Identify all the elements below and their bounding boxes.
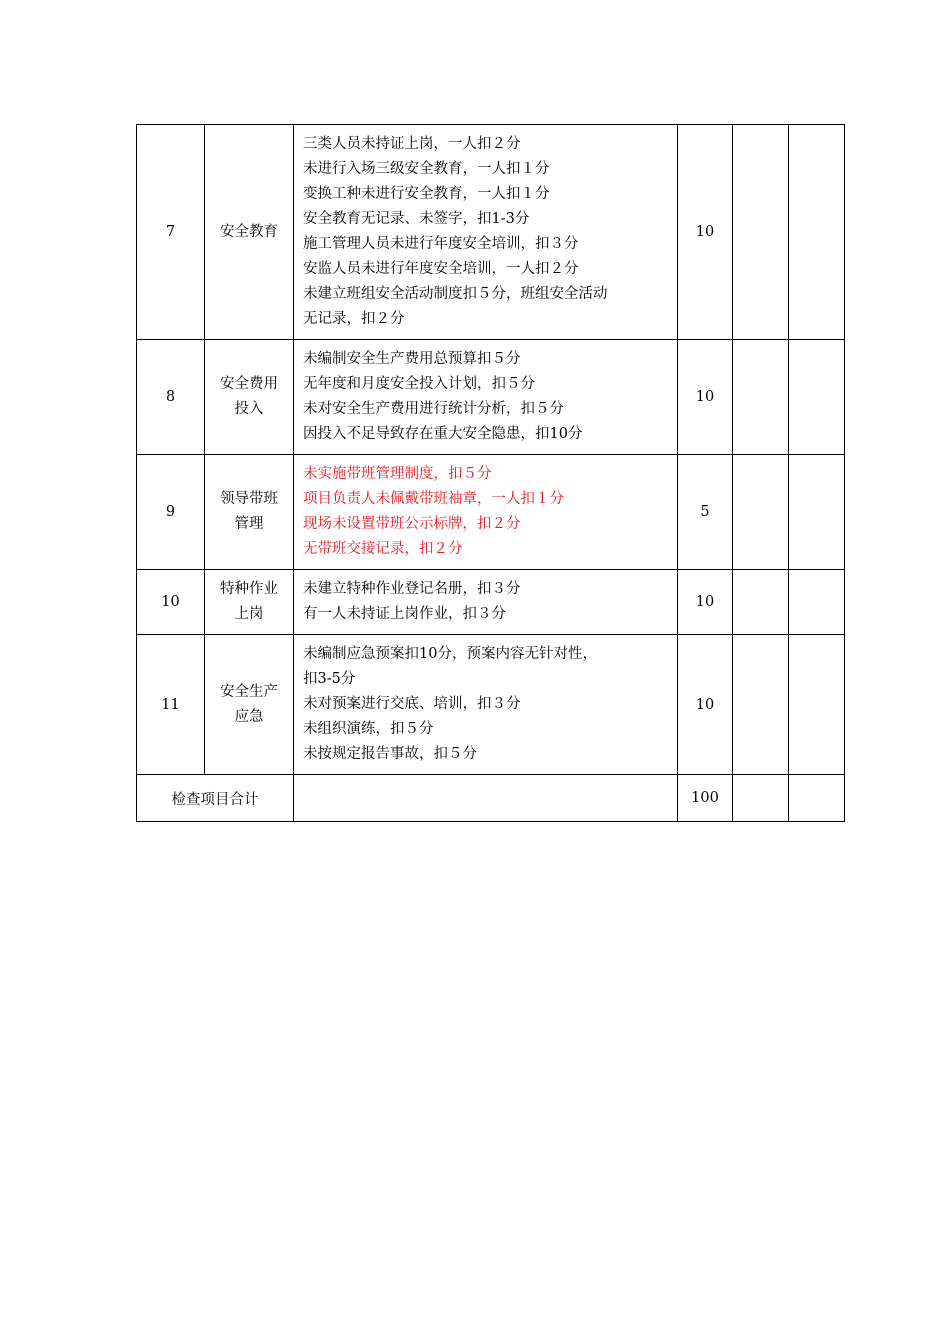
criteria-line: 未建立班组安全活动制度扣５分，班组安全活动 — [303, 286, 608, 302]
deducted-score-cell — [733, 455, 789, 570]
total-criteria-cell — [294, 775, 678, 822]
criteria-line: 未对预案进行交底、培训，扣３分 — [303, 696, 521, 712]
item-name-line: 特种作业 — [220, 581, 278, 597]
item-name-line: 安全生产 — [220, 683, 278, 700]
total-deducted-cell — [733, 775, 789, 822]
item-name-line: 领导带班 — [220, 491, 278, 507]
criteria-line: 安监人员未进行年度安全培训，一人扣２分 — [303, 261, 579, 277]
criteria-line: 三类人员未持证上岗，一人扣２分 — [303, 136, 521, 152]
item-number-cell: 10 — [137, 570, 205, 635]
deducted-score-cell — [733, 340, 789, 455]
deduction-criteria-cell — [294, 125, 678, 340]
table-row — [137, 340, 845, 455]
criteria-line: 无记录，扣２分 — [303, 311, 405, 327]
criteria-line: 变换工种未进行安全教育，一人扣１分 — [303, 186, 550, 202]
item-number-cell: 9 — [137, 455, 205, 570]
item-name-cell — [205, 455, 294, 570]
criteria-line: 未按规定报告事故，扣５分 — [303, 746, 477, 762]
inspection-score-table — [136, 124, 845, 822]
criteria-line: 无带班交接记录，扣２分 — [303, 541, 463, 557]
item-number-cell: 7 — [137, 125, 205, 340]
criteria-line: 有一人未持证上岗作业，扣３分 — [303, 606, 506, 622]
criteria-line: 现场未设置带班公示标牌，扣２分 — [303, 516, 521, 532]
criteria-line: 未编制应急预案扣10分，预案内容无针对性， — [303, 646, 597, 662]
deducted-score-cell — [733, 635, 789, 775]
full-score-cell: 10 — [678, 340, 733, 455]
actual-score-cell — [789, 570, 845, 635]
actual-score-cell — [789, 125, 845, 340]
item-number-cell: 8 — [137, 340, 205, 455]
criteria-line: 未实施带班管理制度，扣５分 — [303, 466, 492, 482]
criteria-line: 扣3-5分 — [303, 671, 356, 687]
table-row — [137, 125, 845, 340]
full-score-cell: 10 — [678, 635, 733, 775]
criteria-line: 施工管理人员未进行年度安全培训，扣３分 — [303, 236, 579, 252]
deduction-criteria-cell — [294, 635, 678, 775]
criteria-line: 未编制安全生产费用总预算扣５分 — [303, 351, 521, 367]
table-row — [137, 570, 845, 635]
item-name-line: 投入 — [234, 401, 264, 417]
deducted-score-cell — [733, 125, 789, 340]
criteria-line: 因投入不足导致存在重大安全隐患，扣10分 — [303, 426, 583, 442]
item-name-line: 安全费用 — [220, 376, 278, 392]
full-score-cell: 5 — [678, 455, 733, 570]
table-body — [137, 125, 845, 822]
total-actual-cell — [789, 775, 845, 822]
item-name-line: 应急 — [234, 708, 264, 725]
total-label-cell: 检查项目合计 — [137, 775, 294, 822]
actual-score-cell — [789, 635, 845, 775]
criteria-line: 未组织演练，扣５分 — [303, 721, 434, 737]
total-score-cell: 100 — [678, 775, 733, 822]
criteria-line: 未进行入场三级安全教育，一人扣１分 — [303, 161, 550, 177]
item-name-line: 安全教育 — [220, 223, 278, 240]
actual-score-cell — [789, 340, 845, 455]
item-name-cell — [205, 340, 294, 455]
total-row — [137, 775, 845, 822]
criteria-line: 安全教育无记录、未签字，扣1-3分 — [303, 211, 530, 227]
item-name-cell — [205, 125, 294, 340]
item-name-cell — [205, 570, 294, 635]
item-name-line: 上岗 — [234, 606, 264, 622]
item-number-cell: 11 — [137, 635, 205, 775]
criteria-line: 无年度和月度安全投入计划，扣５分 — [303, 376, 535, 392]
criteria-line: 未对安全生产费用进行统计分析，扣５分 — [303, 401, 564, 417]
actual-score-cell — [789, 455, 845, 570]
criteria-line: 未建立特种作业登记名册，扣３分 — [303, 581, 521, 597]
deducted-score-cell — [733, 570, 789, 635]
deduction-criteria-cell — [294, 340, 678, 455]
criteria-line: 项目负责人未佩戴带班袖章，一人扣１分 — [303, 491, 564, 507]
deduction-criteria-cell — [294, 570, 678, 635]
table-row — [137, 455, 845, 570]
full-score-cell: 10 — [678, 570, 733, 635]
table-row — [137, 635, 845, 775]
deduction-criteria-cell-highlighted — [294, 455, 678, 570]
full-score-cell: 10 — [678, 125, 733, 340]
item-name-cell — [205, 635, 294, 775]
item-name-line: 管理 — [234, 516, 264, 532]
